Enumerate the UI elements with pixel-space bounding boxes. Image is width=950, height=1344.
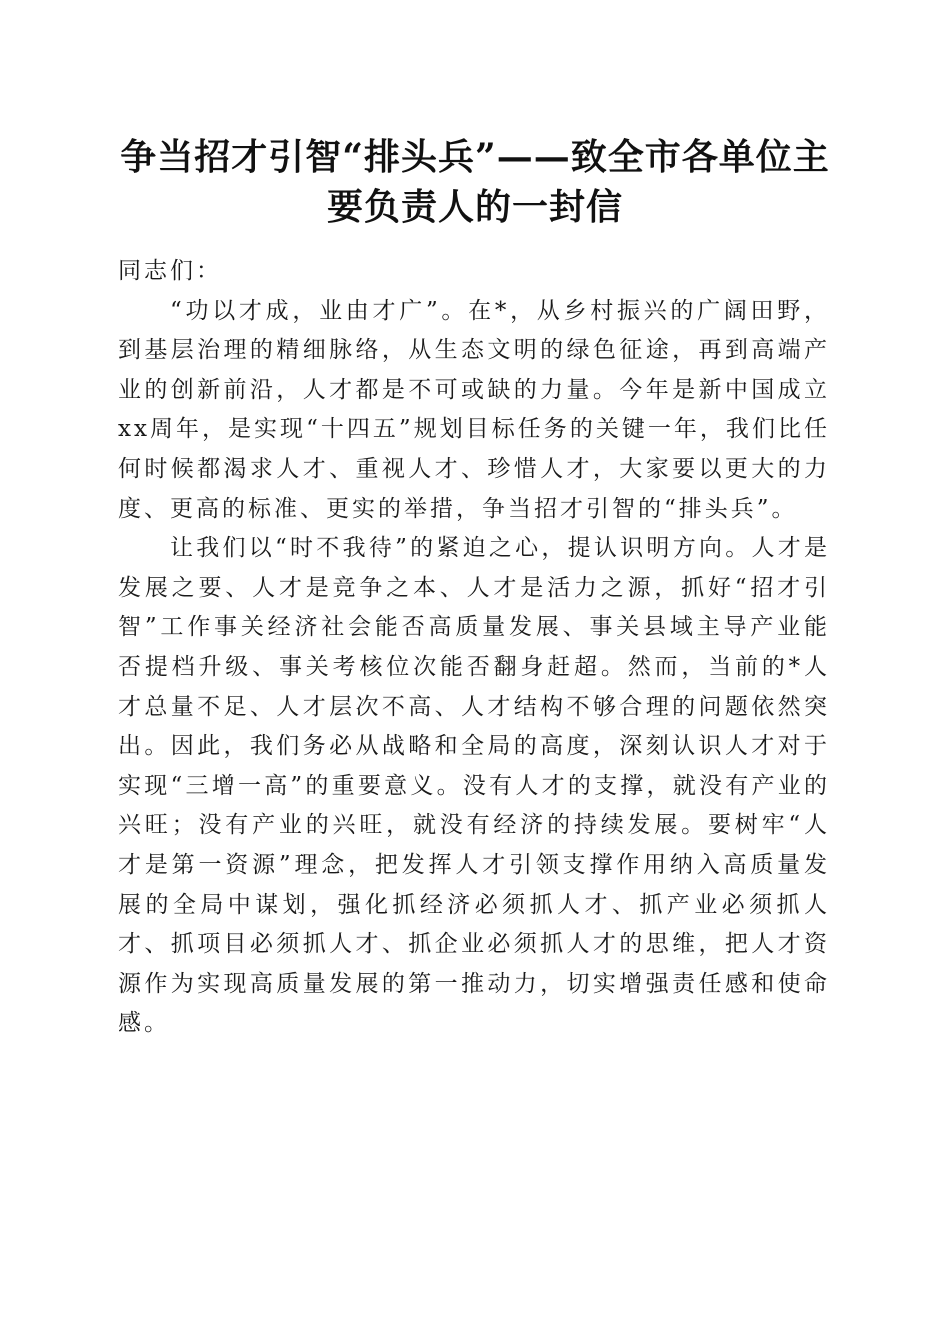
document-body xyxy=(118,252,830,1044)
paragraph-1: “功以才成，业由才广”。在*，从乡村振兴的广阔田野，到基层治理的精细脉络，从生态文明的绿色征途，再到高端产业的创新前沿，人才都是不可或缺的力量。今年是新中国成立xx周年，是实现“十四五”规划目标任务的关键一年，我们比任何时候都渴求人才、重视人才、珍惜人才，大家要以更大的力度、更高的标准、更实的举措，争当招才引智的“排头兵”。 xyxy=(118,297,830,522)
document-title: 争当招才引智“排头兵”——致全市各单位主要负责人的一封信 xyxy=(120,136,830,228)
paragraph-2: 让我们以“时不我待”的紧迫之心，提认识明方向。人才是发展之要、人才是竞争之本、人才是活力之源，抓好“招才引智”工作事关经济社会能否高质量发展、事关县域主导产业能否提档升级、事关考核位次能否翻身赶超。然而，当前的*人才总量不足、人才层次不高、人才结构不够合理的问题依然突出。因此，我们务必从战略和全局的高度，深刻认识人才对于实现“三增一高”的重要意义。没有人才的支撑，就没有产业的兴旺；没有产业的兴旺，就没有经济的持续发展。要树牢“人才是第一资源”理念，把发挥人才引领支撑作用纳入高质量发展的全局中谋划，强化抓经济必须抓人才、抓产业必须抓人才、抓项目必须抓人才、抓企业必须抓人才的思维，把人才资源作为实现高质量发展的第一推动力，切实增强责任感和使命感。 xyxy=(118,535,830,1037)
salutation: 同志们： xyxy=(118,258,222,284)
